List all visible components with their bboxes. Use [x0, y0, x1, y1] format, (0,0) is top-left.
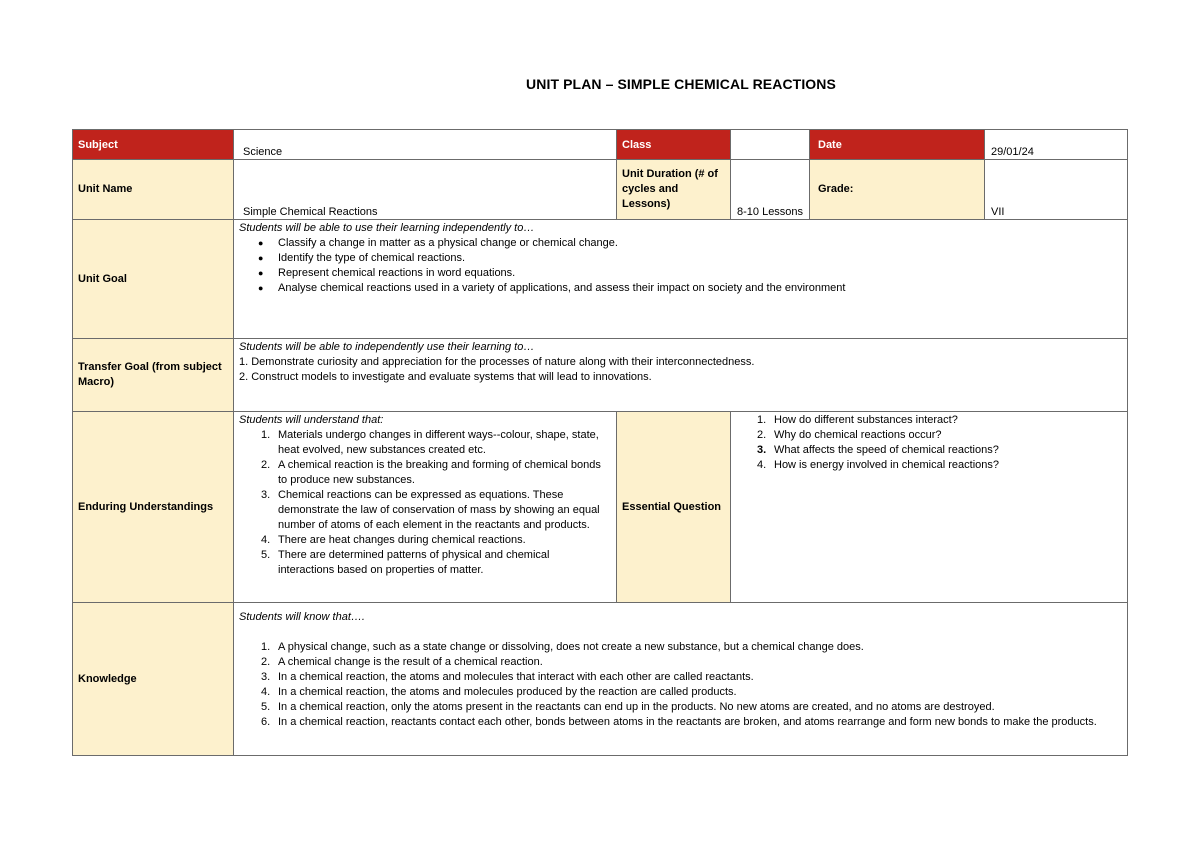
- list-item: 3. What affects the speed of chemical reactions?: [757, 444, 999, 456]
- list-item: 1. How do different substances interact?: [757, 414, 958, 426]
- list-item: ● Classify a change in matter as a physical change or chemical change.: [258, 237, 618, 249]
- class-value: [730, 129, 810, 160]
- list-item: 6. In a chemical reaction, reactants contact each other, bonds between atoms in the reactants are broken, and atoms rearrange and form new bonds to make the products.: [261, 716, 1097, 728]
- bullet: ●: [258, 253, 264, 263]
- knowledge-intro: Students will know that….: [239, 611, 365, 623]
- subject-label: Subject: [72, 129, 234, 160]
- list-item: 2. Why do chemical reactions occur?: [757, 429, 942, 441]
- knowledge-label: Knowledge: [72, 602, 234, 756]
- unit-goal-content: [233, 219, 1128, 339]
- duration-value: 8-10 Lessons: [730, 159, 810, 220]
- grade-value: VII: [984, 159, 1128, 220]
- unit-name-value: Simple Chemical Reactions: [233, 159, 617, 220]
- list-item: 5. There are determined patterns of physical and chemical interactions based on properties of matter.: [261, 549, 550, 576]
- transfer-goal-intro: Students will be able to independently use their learning to…: [239, 341, 535, 353]
- bullet: ●: [258, 268, 264, 278]
- list-item: 4. There are heat changes during chemical reactions.: [261, 534, 526, 546]
- list-item: 2. A chemical reaction is the breaking and forming of chemical bonds to produce new substances.: [261, 459, 601, 486]
- transfer-goal-content: [233, 338, 1128, 412]
- date-value: 29/01/24: [984, 129, 1128, 160]
- essential-question-content: [730, 411, 1128, 603]
- list-item: 3. In a chemical reaction, the atoms and molecules that interact with each other are called reactants.: [261, 671, 754, 683]
- list-item: 3. Chemical reactions can be expressed as equations. These demonstrate the law of conservation of mass by showing an equal number of atoms of each element in the reactants and products.: [261, 489, 600, 531]
- unit-plan-table: [72, 129, 1128, 756]
- bullet: ●: [258, 238, 264, 248]
- list-item: ● Identify the type of chemical reactions.: [258, 252, 466, 264]
- list-item: 1. A physical change, such as a state change or dissolving, does not create a new substance, but a chemical change does.: [261, 641, 864, 653]
- list-item: 1. Materials undergo changes in different ways--colour, shape, state, heat evolved, new substances created etc.: [261, 429, 599, 456]
- transfer-goal-label: Transfer Goal (from subject Macro): [72, 338, 234, 412]
- page-title: UNIT PLAN – SIMPLE CHEMICAL REACTIONS: [526, 76, 836, 92]
- essential-question-list: [736, 413, 1122, 473]
- unit-goal-label: Unit Goal: [72, 219, 234, 339]
- enduring-list: [239, 428, 611, 578]
- grade-label: Grade:: [809, 159, 985, 220]
- enduring-label: Enduring Understandings: [72, 411, 234, 603]
- list-item: 1. Demonstrate curiosity and appreciation for the processes of nature along with their interconnectedness.: [239, 356, 755, 368]
- list-item: 2. Construct models to investigate and evaluate systems that will lead to innovations.: [239, 371, 652, 383]
- unit-name-label: Unit Name: [72, 159, 234, 220]
- date-label: Date: [809, 129, 985, 160]
- subject-value: Science: [233, 129, 617, 160]
- knowledge-list: [239, 640, 1122, 730]
- bullet: ●: [258, 283, 264, 293]
- unit-goal-intro: Students will be able to use their learning independently to…: [239, 222, 535, 234]
- list-item: ● Represent chemical reactions in word equations.: [258, 267, 516, 279]
- essential-question-label: Essential Question: [616, 411, 731, 603]
- enduring-intro: Students will understand that:: [239, 414, 384, 426]
- list-item: 2. A chemical change is the result of a chemical reaction.: [261, 656, 543, 668]
- list-item: 5. In a chemical reaction, only the atoms present in the reactants can end up in the products. No new atoms are created, and no atoms are destroyed.: [261, 701, 995, 713]
- list-item: 4. In a chemical reaction, the atoms and molecules produced by the reaction are called products.: [261, 686, 737, 698]
- knowledge-content: [233, 602, 1128, 756]
- enduring-content: [233, 411, 617, 603]
- duration-label: Unit Duration (# of cycles and Lessons): [616, 159, 731, 220]
- list-item: 4. How is energy involved in chemical reactions?: [757, 459, 999, 471]
- unit-goal-list: [239, 236, 1122, 296]
- class-label: Class: [616, 129, 731, 160]
- list-item: ● Analyse chemical reactions used in a variety of applications, and assess their impact on society and the environment: [258, 282, 846, 294]
